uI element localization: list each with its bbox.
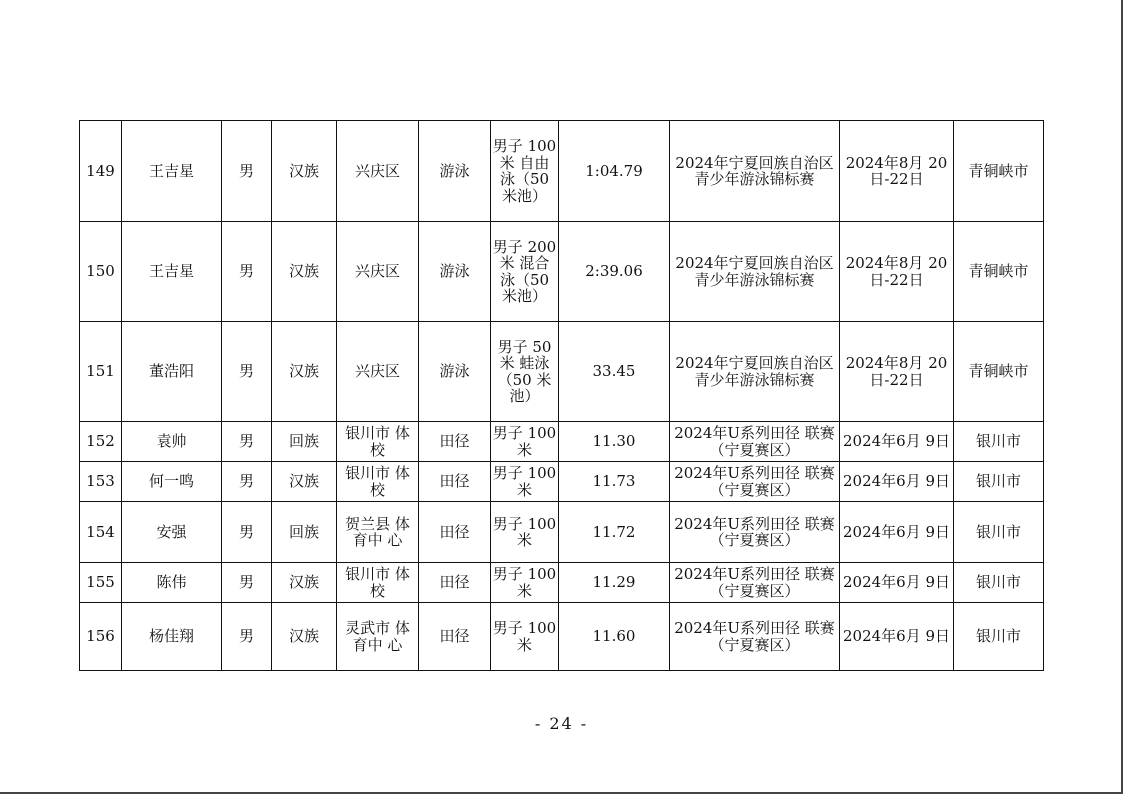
athlete-unit: 银川市 体校 <box>337 563 419 603</box>
row-number: 155 <box>80 563 122 603</box>
table-row <box>80 222 1044 322</box>
result: 11.29 <box>559 563 670 603</box>
athlete-gender: 男 <box>222 422 272 462</box>
competition-date: 2024年8月 20日-22日 <box>840 121 954 222</box>
table-row <box>80 603 1044 671</box>
competition-venue: 青铜峡市 <box>954 222 1044 322</box>
result: 1:04.79 <box>559 121 670 222</box>
event: 男子 100米 <box>491 502 559 563</box>
row-number: 156 <box>80 603 122 671</box>
row-number: 150 <box>80 222 122 322</box>
row-number: 154 <box>80 502 122 563</box>
sport: 田径 <box>419 603 491 671</box>
competition: 2024年宁夏回族自治区青少年游泳锦标赛 <box>670 322 840 422</box>
athlete-ethnicity: 汉族 <box>272 222 337 322</box>
competition-date: 2024年8月 20日-22日 <box>840 322 954 422</box>
athlete-gender: 男 <box>222 502 272 563</box>
page-number: - 24 - <box>534 714 589 733</box>
competition-venue: 银川市 <box>954 603 1044 671</box>
athlete-name: 王吉星 <box>122 222 222 322</box>
event: 男子 100米 自由 泳（50 米池） <box>491 121 559 222</box>
competition-date: 2024年6月 9日 <box>840 502 954 563</box>
competition-venue: 青铜峡市 <box>954 121 1044 222</box>
competition-date: 2024年6月 9日 <box>840 462 954 502</box>
sport: 田径 <box>419 462 491 502</box>
sport: 田径 <box>419 563 491 603</box>
athlete-ethnicity: 汉族 <box>272 462 337 502</box>
athlete-unit: 银川市 体校 <box>337 422 419 462</box>
athlete-unit: 贺兰县 体育中 心 <box>337 502 419 563</box>
athlete-ethnicity: 回族 <box>272 502 337 563</box>
row-number: 149 <box>80 121 122 222</box>
competition: 2024年U系列田径 联赛（宁夏赛区） <box>670 563 840 603</box>
sport: 游泳 <box>419 322 491 422</box>
row-number: 152 <box>80 422 122 462</box>
table-row <box>80 563 1044 603</box>
athlete-gender: 男 <box>222 121 272 222</box>
sport: 田径 <box>419 422 491 462</box>
result: 33.45 <box>559 322 670 422</box>
athlete-name: 安强 <box>122 502 222 563</box>
competition-date: 2024年6月 9日 <box>840 603 954 671</box>
competition: 2024年U系列田径 联赛（宁夏赛区） <box>670 603 840 671</box>
competition: 2024年宁夏回族自治区青少年游泳锦标赛 <box>670 121 840 222</box>
athlete-gender: 男 <box>222 222 272 322</box>
athlete-unit: 兴庆区 <box>337 222 419 322</box>
table-row <box>80 121 1044 222</box>
athlete-gender: 男 <box>222 322 272 422</box>
sport: 田径 <box>419 502 491 563</box>
sport: 游泳 <box>419 222 491 322</box>
competition: 2024年U系列田径 联赛（宁夏赛区） <box>670 502 840 563</box>
athlete-gender: 男 <box>222 462 272 502</box>
event: 男子 100米 <box>491 563 559 603</box>
athlete-name: 王吉星 <box>122 121 222 222</box>
athlete-name: 陈伟 <box>122 563 222 603</box>
competition: 2024年宁夏回族自治区青少年游泳锦标赛 <box>670 222 840 322</box>
athlete-unit: 银川市 体校 <box>337 462 419 502</box>
event: 男子 100米 <box>491 462 559 502</box>
athlete-ethnicity: 汉族 <box>272 563 337 603</box>
athlete-name: 董浩阳 <box>122 322 222 422</box>
competition-venue: 银川市 <box>954 422 1044 462</box>
competition-date: 2024年8月 20日-22日 <box>840 222 954 322</box>
athlete-unit: 灵武市 体育中 心 <box>337 603 419 671</box>
athlete-unit: 兴庆区 <box>337 322 419 422</box>
event: 男子 100米 <box>491 603 559 671</box>
table-row <box>80 322 1044 422</box>
result: 11.72 <box>559 502 670 563</box>
athlete-name: 何一鸣 <box>122 462 222 502</box>
competition-date: 2024年6月 9日 <box>840 563 954 603</box>
competition-venue: 青铜峡市 <box>954 322 1044 422</box>
table-row <box>80 462 1044 502</box>
event: 男子 50米 蛙泳 （50 米池） <box>491 322 559 422</box>
sport: 游泳 <box>419 121 491 222</box>
result: 11.73 <box>559 462 670 502</box>
event: 男子 200米 混合 泳（50 米池） <box>491 222 559 322</box>
athlete-name: 杨佳翔 <box>122 603 222 671</box>
athlete-ethnicity: 汉族 <box>272 603 337 671</box>
competition: 2024年U系列田径 联赛（宁夏赛区） <box>670 422 840 462</box>
athlete-records-table <box>79 120 1044 671</box>
competition-venue: 银川市 <box>954 502 1044 563</box>
competition-date: 2024年6月 9日 <box>840 422 954 462</box>
competition: 2024年U系列田径 联赛（宁夏赛区） <box>670 462 840 502</box>
athlete-gender: 男 <box>222 563 272 603</box>
table-row <box>80 502 1044 563</box>
table-row <box>80 422 1044 462</box>
result: 11.60 <box>559 603 670 671</box>
athlete-unit: 兴庆区 <box>337 121 419 222</box>
athlete-gender: 男 <box>222 603 272 671</box>
athlete-ethnicity: 汉族 <box>272 322 337 422</box>
result: 2:39.06 <box>559 222 670 322</box>
competition-venue: 银川市 <box>954 563 1044 603</box>
result: 11.30 <box>559 422 670 462</box>
event: 男子 100米 <box>491 422 559 462</box>
row-number: 153 <box>80 462 122 502</box>
athlete-ethnicity: 汉族 <box>272 121 337 222</box>
athlete-name: 袁帅 <box>122 422 222 462</box>
competition-venue: 银川市 <box>954 462 1044 502</box>
athlete-ethnicity: 回族 <box>272 422 337 462</box>
row-number: 151 <box>80 322 122 422</box>
